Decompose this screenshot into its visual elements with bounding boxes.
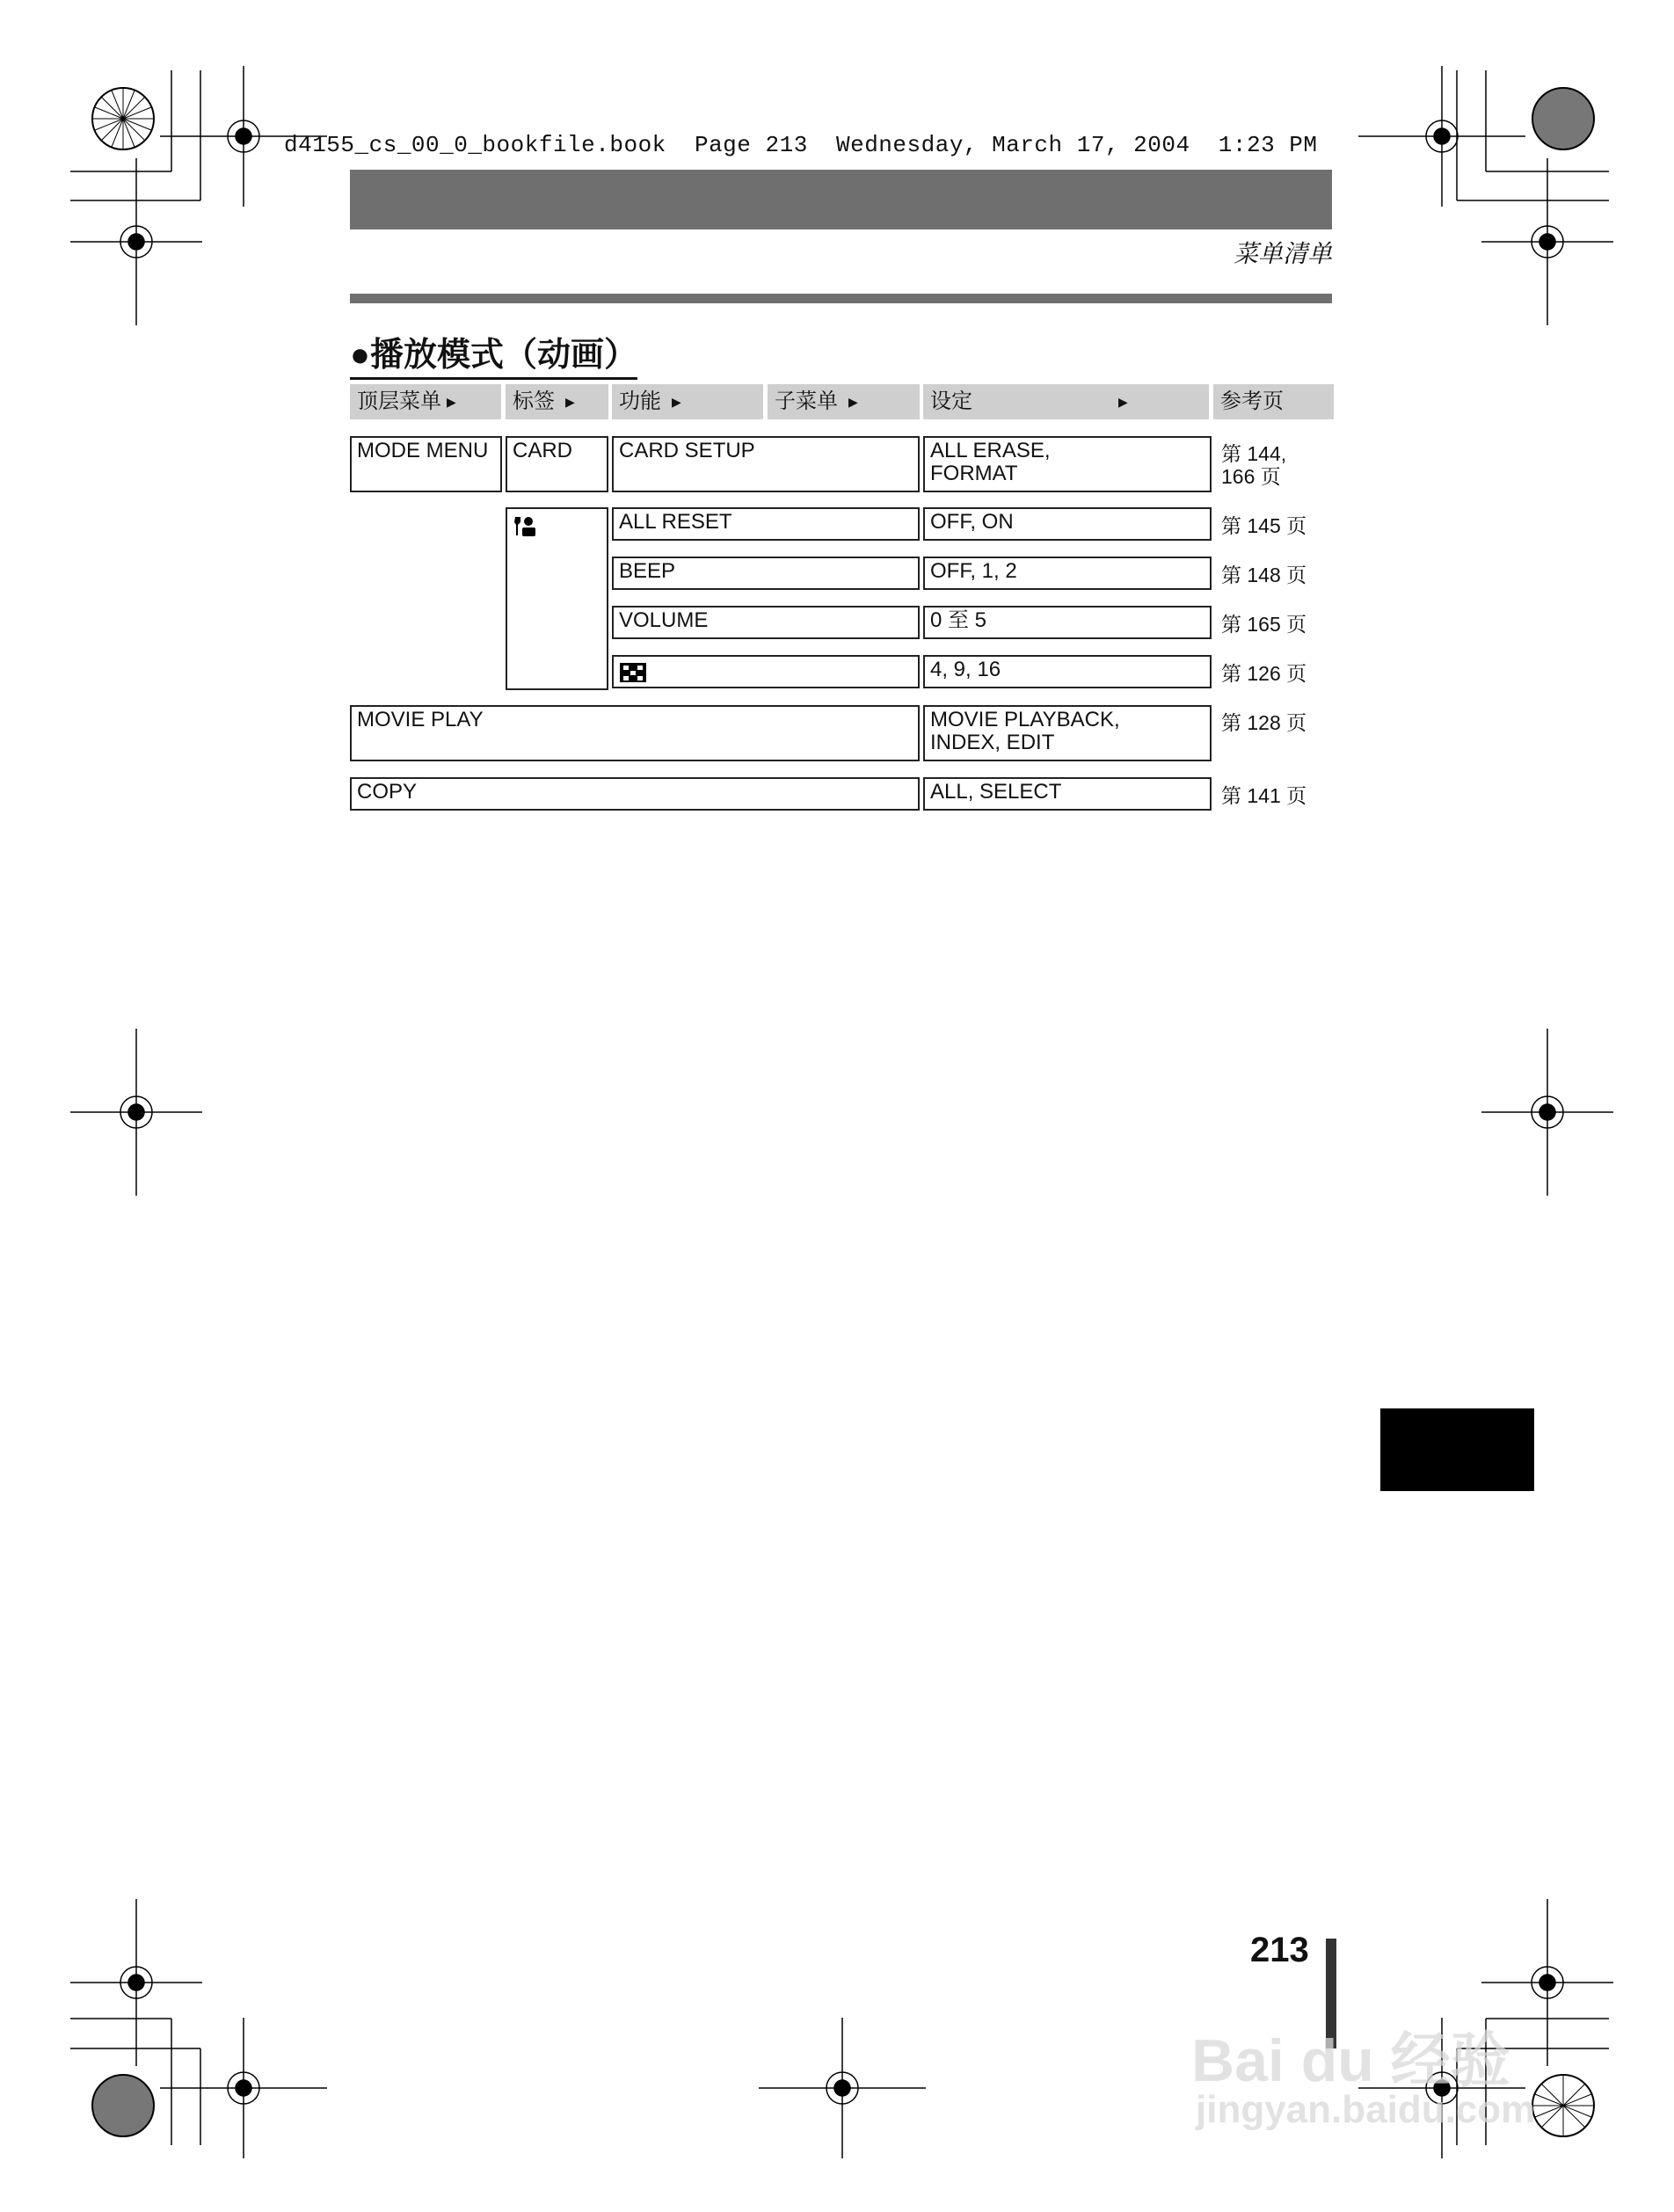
cell-setting bbox=[923, 705, 1212, 761]
cell-top-menu: COPY bbox=[350, 777, 920, 811]
cell-setting: 4, 9, 16 bbox=[923, 655, 1212, 688]
cell-top-menu: MODE MENU bbox=[350, 436, 502, 492]
cell-ref: 第 126 页 bbox=[1221, 662, 1307, 685]
slug-line: d4155_cs_00_0_bookfile.book Page 213 Wednesday, March 17, 2004 1:23 PM bbox=[284, 132, 1318, 158]
cell-ref: 第 128 页 bbox=[1221, 711, 1307, 734]
cell-setting: OFF, ON bbox=[923, 507, 1212, 541]
header-bar bbox=[350, 170, 1332, 229]
cell-ref: 第 148 页 bbox=[1221, 564, 1307, 586]
cell-tab: CARD bbox=[506, 436, 608, 492]
setting-line: MOVIE PLAYBACK, bbox=[930, 708, 1120, 731]
ref-line: 166 页 bbox=[1221, 465, 1281, 488]
setting-line: ALL ERASE, bbox=[930, 439, 1051, 462]
caret-right-icon: ▶ bbox=[1118, 395, 1128, 409]
watermark-logo: Bai du 经验 bbox=[1191, 2027, 1510, 2094]
col-header-ref bbox=[1213, 384, 1334, 419]
caret-right-icon: ▶ bbox=[848, 395, 858, 409]
cell-ref: 第 165 页 bbox=[1221, 613, 1307, 636]
col-header-submenu bbox=[768, 384, 920, 419]
col-header-setting-label: 设定 bbox=[930, 389, 972, 413]
cell-function bbox=[612, 655, 920, 688]
col-header-submenu-label: 子菜单 bbox=[775, 389, 838, 413]
cell-setting: 0 至 5 bbox=[923, 606, 1212, 639]
cell-tab-setup bbox=[506, 507, 608, 690]
caret-right-icon: ▶ bbox=[672, 395, 681, 409]
col-header-func bbox=[612, 384, 763, 419]
cell-function: VOLUME bbox=[612, 606, 920, 639]
ref-line: 第 144, bbox=[1221, 442, 1287, 465]
col-header-tab bbox=[506, 384, 608, 419]
rule-bar bbox=[350, 294, 1332, 303]
col-header-tab-label: 标签 bbox=[513, 389, 555, 413]
section-title: ●播放模式（动画） bbox=[350, 327, 637, 380]
cell-setting bbox=[923, 436, 1212, 492]
col-header-top-label: 顶层菜单 bbox=[357, 389, 441, 413]
watermark-url: jingyan.baidu.com bbox=[1196, 2088, 1536, 2131]
cell-top-menu: MOVIE PLAY bbox=[350, 705, 920, 761]
setup-icon bbox=[513, 514, 537, 539]
caret-right-icon: ▶ bbox=[565, 395, 575, 409]
cell-setting: ALL, SELECT bbox=[923, 777, 1212, 811]
cell-ref: 第 141 页 bbox=[1221, 784, 1307, 807]
col-header-ref-label: 参考页 bbox=[1220, 389, 1284, 413]
cell-ref: 第 145 页 bbox=[1221, 514, 1307, 537]
page-number: 213 bbox=[1250, 1931, 1309, 1969]
cell-ref bbox=[1221, 442, 1286, 488]
setting-line: INDEX, EDIT bbox=[930, 731, 1055, 754]
col-header-func-label: 功能 bbox=[619, 389, 661, 413]
setting-line: FORMAT bbox=[930, 462, 1018, 485]
cell-function: BEEP bbox=[612, 557, 920, 590]
col-header-top bbox=[350, 384, 501, 419]
caret-right-icon: ▶ bbox=[447, 395, 456, 409]
cell-function: CARD SETUP bbox=[612, 436, 920, 492]
cell-function: ALL RESET bbox=[612, 507, 920, 541]
cell-setting: OFF, 1, 2 bbox=[923, 557, 1212, 590]
index-display-icon bbox=[619, 662, 647, 683]
running-head: 菜单清单 bbox=[1233, 240, 1332, 267]
col-header-setting bbox=[923, 384, 1209, 419]
thumb-tab bbox=[1380, 1408, 1534, 1491]
